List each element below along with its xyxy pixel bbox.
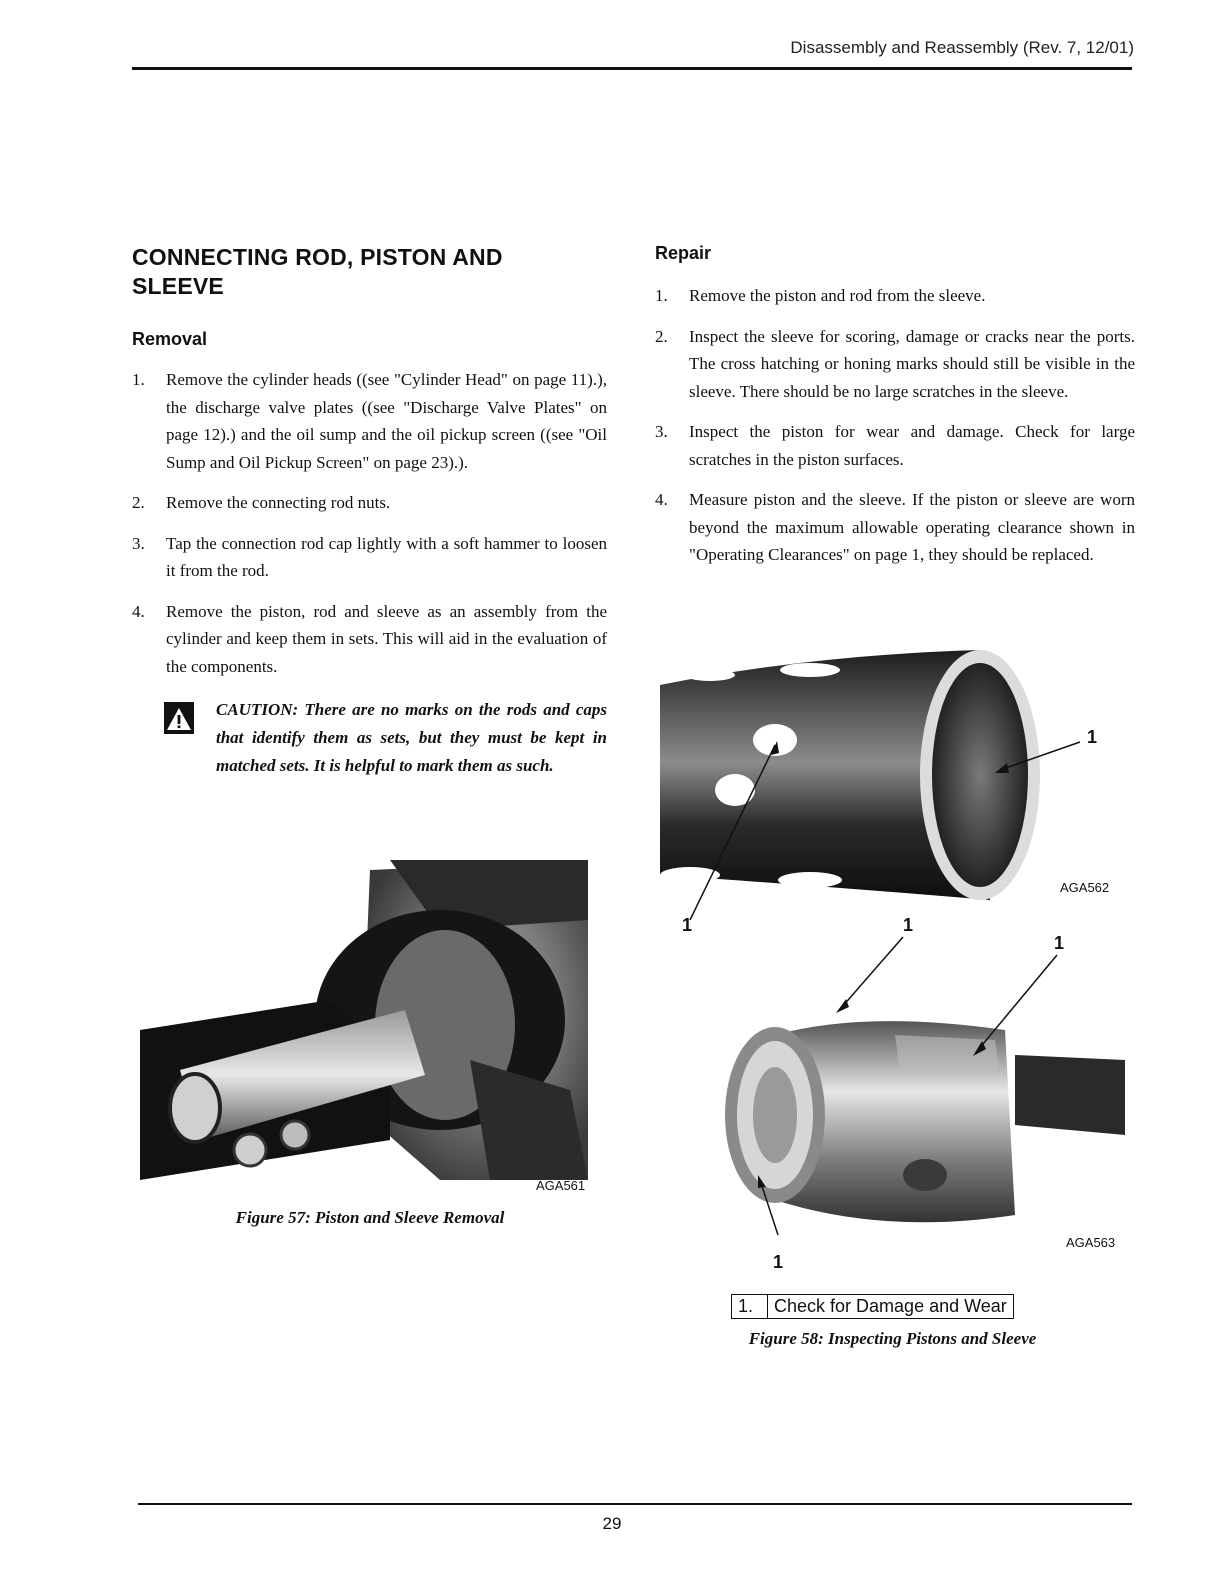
- figure-57: [140, 860, 600, 1193]
- right-column: [655, 243, 1135, 582]
- legend-label: Check for Damage and Wear: [768, 1295, 1014, 1319]
- section-title-line2: SLEEVE: [132, 273, 224, 299]
- callout-label: 1: [682, 915, 693, 935]
- legend-number: 1.: [732, 1295, 768, 1319]
- removal-heading: Removal: [132, 329, 208, 349]
- header-rule: [132, 67, 1132, 70]
- step-text: Inspect the piston for wear and damage. Check for large scratches in the piston surfaces.: [689, 422, 1135, 469]
- step-text: Remove the piston, rod and sleeve as an assembly from the cylinder and keep them in sets. This will aid in the evaluation of the components.: [166, 601, 607, 676]
- step-text: Remove the piston and rod from the sleeve.: [689, 286, 986, 305]
- step-number: 2.: [132, 493, 145, 512]
- page-number: 29: [602, 1514, 622, 1533]
- callout-label: 1: [773, 1252, 784, 1272]
- callout-label: 1: [1087, 727, 1098, 747]
- repair-step: [655, 282, 1135, 310]
- repair-steps: [655, 282, 1135, 569]
- figure-57-image-code: AGA561: [536, 1178, 586, 1193]
- section-title: [132, 243, 607, 301]
- figure-58-piston: [700, 915, 1130, 1275]
- step-text: Remove the cylinder heads ((see "Cylinder Head" on page 11).), the discharge valve plates ((see "Discharge Valve Plates" on page 12).) and the oil sump and the oil pickup screen ((see "Oil Sump and Oil Pickup Screen" on page 23).).: [166, 370, 607, 472]
- footer-rule: [138, 1503, 1132, 1505]
- figure-58-caption: Figure 58: Inspecting Pistons and Sleeve: [748, 1329, 1037, 1348]
- step-number: 2.: [655, 326, 668, 346]
- warning-triangle-icon: [164, 702, 194, 734]
- running-header: Disassembly and Reassembly (Rev. 7, 12/01): [790, 38, 1134, 57]
- left-column: [132, 243, 607, 780]
- repair-step: [655, 486, 1135, 569]
- callout-label: 1: [903, 915, 914, 935]
- step-number: 3.: [132, 533, 145, 553]
- figure-57-caption: Figure 57: Piston and Sleeve Removal: [235, 1208, 505, 1227]
- caution-text: CAUTION: There are no marks on the rods and caps that identify them as sets, but they must be kept in matched sets. It is helpful to mark them as such.: [216, 700, 607, 775]
- figure-58-bottom-leaders: [700, 915, 1130, 1275]
- step-number: 1.: [655, 286, 668, 305]
- step-number: 3.: [655, 422, 668, 441]
- caution-note: [132, 696, 607, 780]
- step-text: Inspect the sleeve for scoring, damage or cracks near the ports. The cross hatching or honing marks should still be visible in the sleeve. There should be no large scratches in the sleeve.: [689, 326, 1135, 401]
- figure-58-legend: [731, 1294, 1014, 1319]
- repair-heading: Repair: [655, 243, 712, 263]
- step-number: 1.: [132, 370, 145, 389]
- step-text: Tap the connection rod cap lightly with a soft hammer to loosen it from the rod.: [166, 533, 607, 580]
- removal-step: [132, 598, 607, 681]
- removal-step: [132, 489, 607, 517]
- removal-step: [132, 530, 607, 585]
- figure-58-image-code-bottom: AGA563: [1066, 1235, 1116, 1250]
- step-text: Measure piston and the sleeve. If the piston or sleeve are worn beyond the maximum allowable operating clearance shown in "Operating Clearances" on page 1, they should be replaced.: [689, 490, 1135, 564]
- repair-step: [655, 418, 1135, 473]
- step-number: 4.: [132, 601, 145, 621]
- figure-58-image-code-top: AGA562: [1060, 880, 1110, 895]
- callout-label: 1: [1054, 933, 1065, 953]
- repair-step: [655, 323, 1135, 406]
- step-text: Remove the connecting rod nuts.: [166, 493, 391, 512]
- figure-58-sleeve: [655, 645, 1125, 935]
- step-number: 4.: [655, 490, 668, 509]
- removal-steps: [132, 366, 607, 680]
- section-title-line1: CONNECTING ROD, PISTON AND: [132, 244, 503, 270]
- piston-removal-photo: [140, 860, 588, 1180]
- removal-step: [132, 366, 607, 476]
- figure-58-top-leaders: [655, 645, 1125, 935]
- legend-row: [732, 1295, 1014, 1319]
